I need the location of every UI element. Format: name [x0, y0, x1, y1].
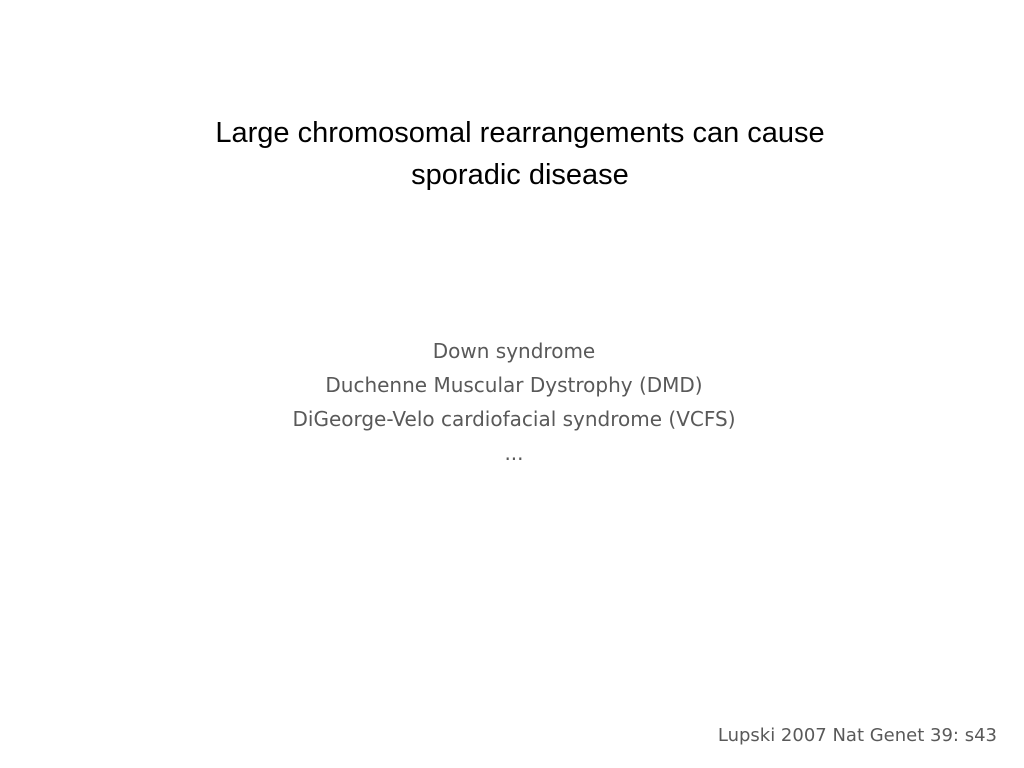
slide-title-line-1: Large chromosomal rearrangements can cause — [215, 117, 825, 149]
disease-list — [100, 334, 928, 470]
slide-title — [100, 112, 940, 196]
disease-list-item: Down syndrome — [432, 339, 596, 363]
citation: Lupski 2007 Nat Genet 39: s43 — [717, 725, 997, 746]
disease-list-item: DiGeorge-Velo cardiofacial syndrome (VCFS) — [292, 407, 736, 431]
disease-list-ellipsis: ... — [504, 441, 524, 465]
disease-list-item: Duchenne Muscular Dystrophy (DMD) — [325, 373, 703, 397]
slide-title-line-2: sporadic disease — [411, 159, 629, 191]
